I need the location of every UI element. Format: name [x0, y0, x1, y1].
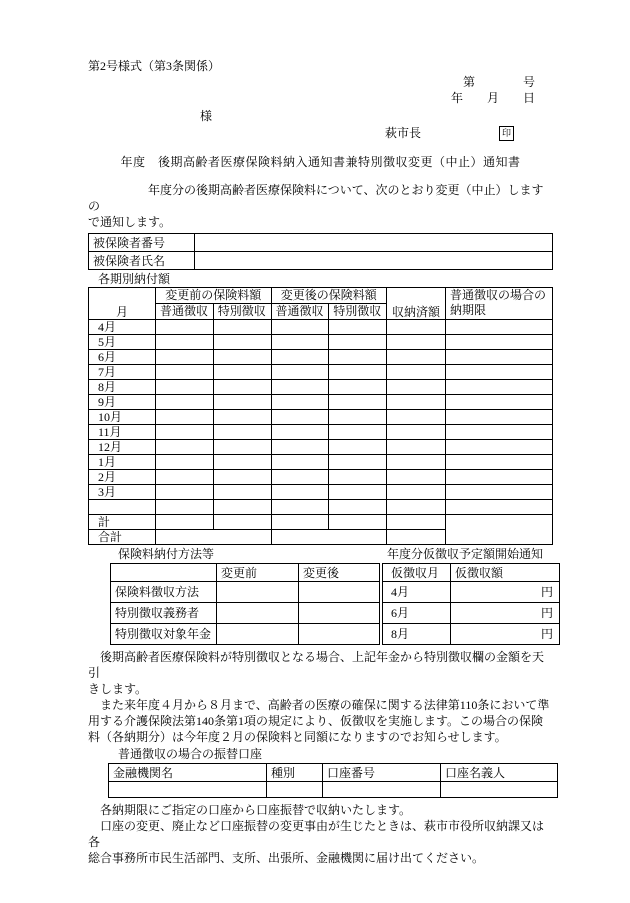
- amount-cell: [329, 500, 387, 515]
- method-after-cell: [299, 582, 380, 603]
- amount-cell: [271, 530, 387, 545]
- month-row: [89, 410, 553, 425]
- amount-cell: [156, 515, 214, 530]
- provisional-month-cell: 4月: [383, 582, 451, 603]
- form-number: 第2号様式（第3条関係）: [88, 59, 221, 73]
- month-cell: 7月: [89, 365, 156, 380]
- amount-cell: [271, 410, 329, 425]
- amount-cell: [213, 335, 271, 350]
- amount-cell: [213, 425, 271, 440]
- amount-cell: [271, 470, 329, 485]
- collected-cell: [387, 440, 446, 455]
- month-row: [89, 395, 553, 410]
- amount-cell: [213, 380, 271, 395]
- issuer-name: 萩市長: [385, 126, 422, 140]
- insured-number-value: [195, 234, 553, 252]
- collected-cell: [387, 530, 446, 545]
- insured-table: [88, 233, 553, 270]
- collected-cell: [387, 380, 446, 395]
- subtotal-row: [89, 515, 553, 530]
- amount-cell: [156, 350, 214, 365]
- blank-row: [89, 500, 553, 515]
- total-label: 合計: [89, 530, 156, 545]
- account-table: [108, 763, 558, 798]
- insured-number-row: [89, 234, 553, 252]
- collected-cell: [387, 335, 446, 350]
- deadline-cell: [446, 380, 553, 395]
- amount-cell: [271, 320, 329, 335]
- amount-cell: [271, 365, 329, 380]
- amount-cell: [156, 440, 214, 455]
- insured-name-value: [195, 252, 553, 270]
- note-line: 後期高齢者医療保険料が特別徴収となる場合、上記年金から特別徴収欄の金額を天引: [88, 650, 545, 680]
- amount-cell: [271, 500, 329, 515]
- amount-cell: [213, 500, 271, 515]
- method-row: [111, 582, 380, 603]
- provisional-col-amount: 仮徴収額: [451, 564, 560, 582]
- intro-line: 年度分の後期高齢者医療保険料について、次のとおり変更（中止）しますの: [88, 183, 544, 213]
- amount-cell: [156, 380, 214, 395]
- account-holder-header: 口座名義人: [441, 764, 558, 782]
- amount-cell: [271, 455, 329, 470]
- month-row: [89, 335, 553, 350]
- deadline-cell: [446, 395, 553, 410]
- month-cell: 4月: [89, 320, 156, 335]
- amount-cell: [329, 395, 387, 410]
- month-row: [89, 470, 553, 485]
- amount-cell: [213, 470, 271, 485]
- collected-cell: [387, 515, 446, 530]
- collected-cell: [387, 395, 446, 410]
- addressee-honorific: 様: [200, 109, 213, 123]
- method-empty-header: [111, 564, 217, 582]
- month-row: [89, 425, 553, 440]
- month-row: [89, 320, 553, 335]
- footer-note-line: 各納期限にご指定の口座から口座振替で収納いたします。: [88, 803, 412, 817]
- collected-cell: [387, 500, 446, 515]
- footer-note-line: 総合事務所市民生活部門、支所、出張所、金融機関に届け出てください。: [88, 851, 485, 865]
- amount-cell: [213, 350, 271, 365]
- deadline-cell: [446, 365, 553, 380]
- amount-cell: [329, 470, 387, 485]
- before-change-header: 変更前の保険料額: [156, 288, 272, 304]
- provisional-col-month: 仮徴収月: [383, 564, 451, 582]
- note-line: 用する介護保険法第140条第1項の規定により、仮徴収を実施します。この場合の保険: [88, 714, 544, 728]
- month-cell: 5月: [89, 335, 156, 350]
- amount-cell: [156, 470, 214, 485]
- amount-cell: [213, 395, 271, 410]
- month-cell: 10月: [89, 410, 156, 425]
- amount-cell: [329, 410, 387, 425]
- account-type-header: 種別: [267, 764, 323, 782]
- note-line: また来年度４月から８月まで、高齢者の医療の確保に関する法律第110条において準: [88, 698, 550, 712]
- month-row: [89, 440, 553, 455]
- special-header: 特別徴収: [329, 304, 387, 320]
- provisional-table: [382, 563, 560, 645]
- amount-cell: [156, 410, 214, 425]
- deadline-cell: [446, 455, 553, 470]
- amount-cell: [213, 515, 271, 530]
- method-section-title: 保険料納付方法等: [118, 547, 215, 561]
- month-cell: [89, 500, 156, 515]
- amount-cell: [271, 380, 329, 395]
- method-after-cell: [299, 603, 380, 624]
- method-after-cell: [299, 624, 380, 645]
- month-row: [89, 455, 553, 470]
- deadline-cell: [446, 485, 553, 500]
- ordinary-header: 普通徴収: [271, 304, 329, 320]
- month-col-header: 月: [89, 288, 156, 320]
- provisional-amount-cell: 円: [451, 624, 560, 645]
- amount-cell: [271, 350, 329, 365]
- method-before-cell: [217, 624, 299, 645]
- amount-cell: [213, 410, 271, 425]
- amount-cell: [156, 425, 214, 440]
- provisional-row: [383, 603, 560, 624]
- provisional-month-cell: 6月: [383, 603, 451, 624]
- deadline-cell: [446, 350, 553, 365]
- amount-cell: [271, 425, 329, 440]
- collected-cell: [387, 470, 446, 485]
- amount-cell: [156, 395, 214, 410]
- amount-cell: [156, 485, 214, 500]
- collected-cell: [387, 485, 446, 500]
- month-cell: 3月: [89, 485, 156, 500]
- method-row-label: 特別徴収義務者: [111, 603, 217, 624]
- month-row: [89, 380, 553, 395]
- method-table: [110, 563, 380, 645]
- deadline-cell: [446, 335, 553, 350]
- collected-cell: [387, 410, 446, 425]
- collected-header: 収納済額: [387, 288, 446, 320]
- amount-cell: [213, 440, 271, 455]
- special-header: 特別徴収: [213, 304, 271, 320]
- collected-cell: [387, 350, 446, 365]
- provisional-amount-cell: 円: [451, 582, 560, 603]
- provisional-row: [383, 624, 560, 645]
- amount-cell: [213, 455, 271, 470]
- method-row: [111, 624, 380, 645]
- document-title: 年度 後期高齢者医療保険料納入通知書兼特別徴収変更（中止）通知書: [120, 155, 521, 169]
- account-holder-cell: [441, 782, 558, 798]
- insured-name-label: 被保険者氏名: [89, 252, 195, 270]
- month-row: [89, 485, 553, 500]
- issuer-line: [385, 125, 553, 141]
- amount-cell: [271, 440, 329, 455]
- collected-cell: [387, 320, 446, 335]
- amount-cell: [213, 320, 271, 335]
- after-change-header: 変更後の保険料額: [271, 288, 387, 304]
- collected-cell: [387, 425, 446, 440]
- method-before-cell: [217, 582, 299, 603]
- bank-name-header: 金融機関名: [109, 764, 267, 782]
- deadline-cell: [446, 470, 553, 485]
- month-cell: 9月: [89, 395, 156, 410]
- deadline-cell: [446, 515, 553, 545]
- amount-cell: [329, 350, 387, 365]
- month-cell: 1月: [89, 455, 156, 470]
- amount-cell: [156, 365, 214, 380]
- month-cell: 12月: [89, 440, 156, 455]
- month-row: [89, 350, 553, 365]
- collected-cell: [387, 455, 446, 470]
- amount-cell: [156, 500, 214, 515]
- amount-cell: [329, 440, 387, 455]
- method-row-label: 特別徴収対象年金: [111, 624, 217, 645]
- method-row: [111, 603, 380, 624]
- account-header-row: [109, 764, 558, 782]
- amount-cell: [329, 515, 387, 530]
- account-number-cell: [323, 782, 441, 798]
- payment-header-row-1: [89, 288, 553, 304]
- amount-cell: [271, 395, 329, 410]
- month-row: [89, 365, 553, 380]
- amount-cell: [156, 455, 214, 470]
- method-col-after: 変更後: [299, 564, 380, 582]
- deadline-cell: [446, 320, 553, 335]
- amount-cell: [213, 365, 271, 380]
- provisional-section-title: 年度分仮徴収予定額開始通知: [387, 547, 544, 561]
- amount-cell: [329, 485, 387, 500]
- amount-cell: [271, 335, 329, 350]
- subtotal-label: 計: [89, 515, 156, 530]
- deadline-cell: [446, 425, 553, 440]
- account-type-cell: [267, 782, 323, 798]
- amount-cell: [156, 530, 272, 545]
- deadline-cell: [446, 500, 553, 515]
- payment-table: [88, 287, 553, 545]
- amount-cell: [156, 335, 214, 350]
- ordinary-header: 普通徴収: [156, 304, 214, 320]
- deadline-header: 普通徴収の場合の納期限: [446, 288, 553, 320]
- insured-name-row: [89, 252, 553, 270]
- month-cell: 6月: [89, 350, 156, 365]
- footer-note-line: 口座の変更、廃止など口座振替の変更事由が生じたときは、萩市市役所収納課又は各: [88, 819, 545, 849]
- amount-cell: [213, 485, 271, 500]
- method-before-cell: [217, 603, 299, 624]
- amount-cell: [329, 320, 387, 335]
- amount-cell: [329, 365, 387, 380]
- amount-cell: [329, 380, 387, 395]
- month-cell: 8月: [89, 380, 156, 395]
- note-line: きします。: [88, 682, 148, 696]
- provisional-amount-cell: 円: [451, 603, 560, 624]
- collected-cell: [387, 365, 446, 380]
- provisional-header-row: [383, 564, 560, 582]
- method-header-row: [111, 564, 380, 582]
- provisional-row: [383, 582, 560, 603]
- month-cell: 11月: [89, 425, 156, 440]
- amount-cell: [156, 320, 214, 335]
- note-line: 料（各納期分）は今年度２月の保険料と同額になりますのでお知らせします。: [88, 730, 507, 744]
- bank-name-cell: [109, 782, 267, 798]
- method-col-before: 変更前: [217, 564, 299, 582]
- amount-cell: [329, 335, 387, 350]
- amount-cell: [271, 515, 329, 530]
- deadline-cell: [446, 440, 553, 455]
- provisional-month-cell: 8月: [383, 624, 451, 645]
- seal-stamp-icon: 印: [499, 126, 514, 141]
- doc-number-line: 第 号: [462, 75, 535, 89]
- amount-cell: [329, 425, 387, 440]
- account-value-row: [109, 782, 558, 798]
- method-row-label: 保険料徴収方法: [111, 582, 217, 603]
- intro-line: で通知します。: [88, 215, 172, 229]
- insured-number-label: 被保険者番号: [89, 234, 195, 252]
- account-number-header: 口座番号: [323, 764, 441, 782]
- doc-date-line: 年 月 日: [450, 91, 535, 105]
- payment-section-title: 各期別納付額: [98, 272, 171, 286]
- amount-cell: [329, 455, 387, 470]
- deadline-cell: [446, 410, 553, 425]
- account-section-title: 普通徴収の場合の振替口座: [118, 747, 263, 761]
- month-cell: 2月: [89, 470, 156, 485]
- amount-cell: [271, 485, 329, 500]
